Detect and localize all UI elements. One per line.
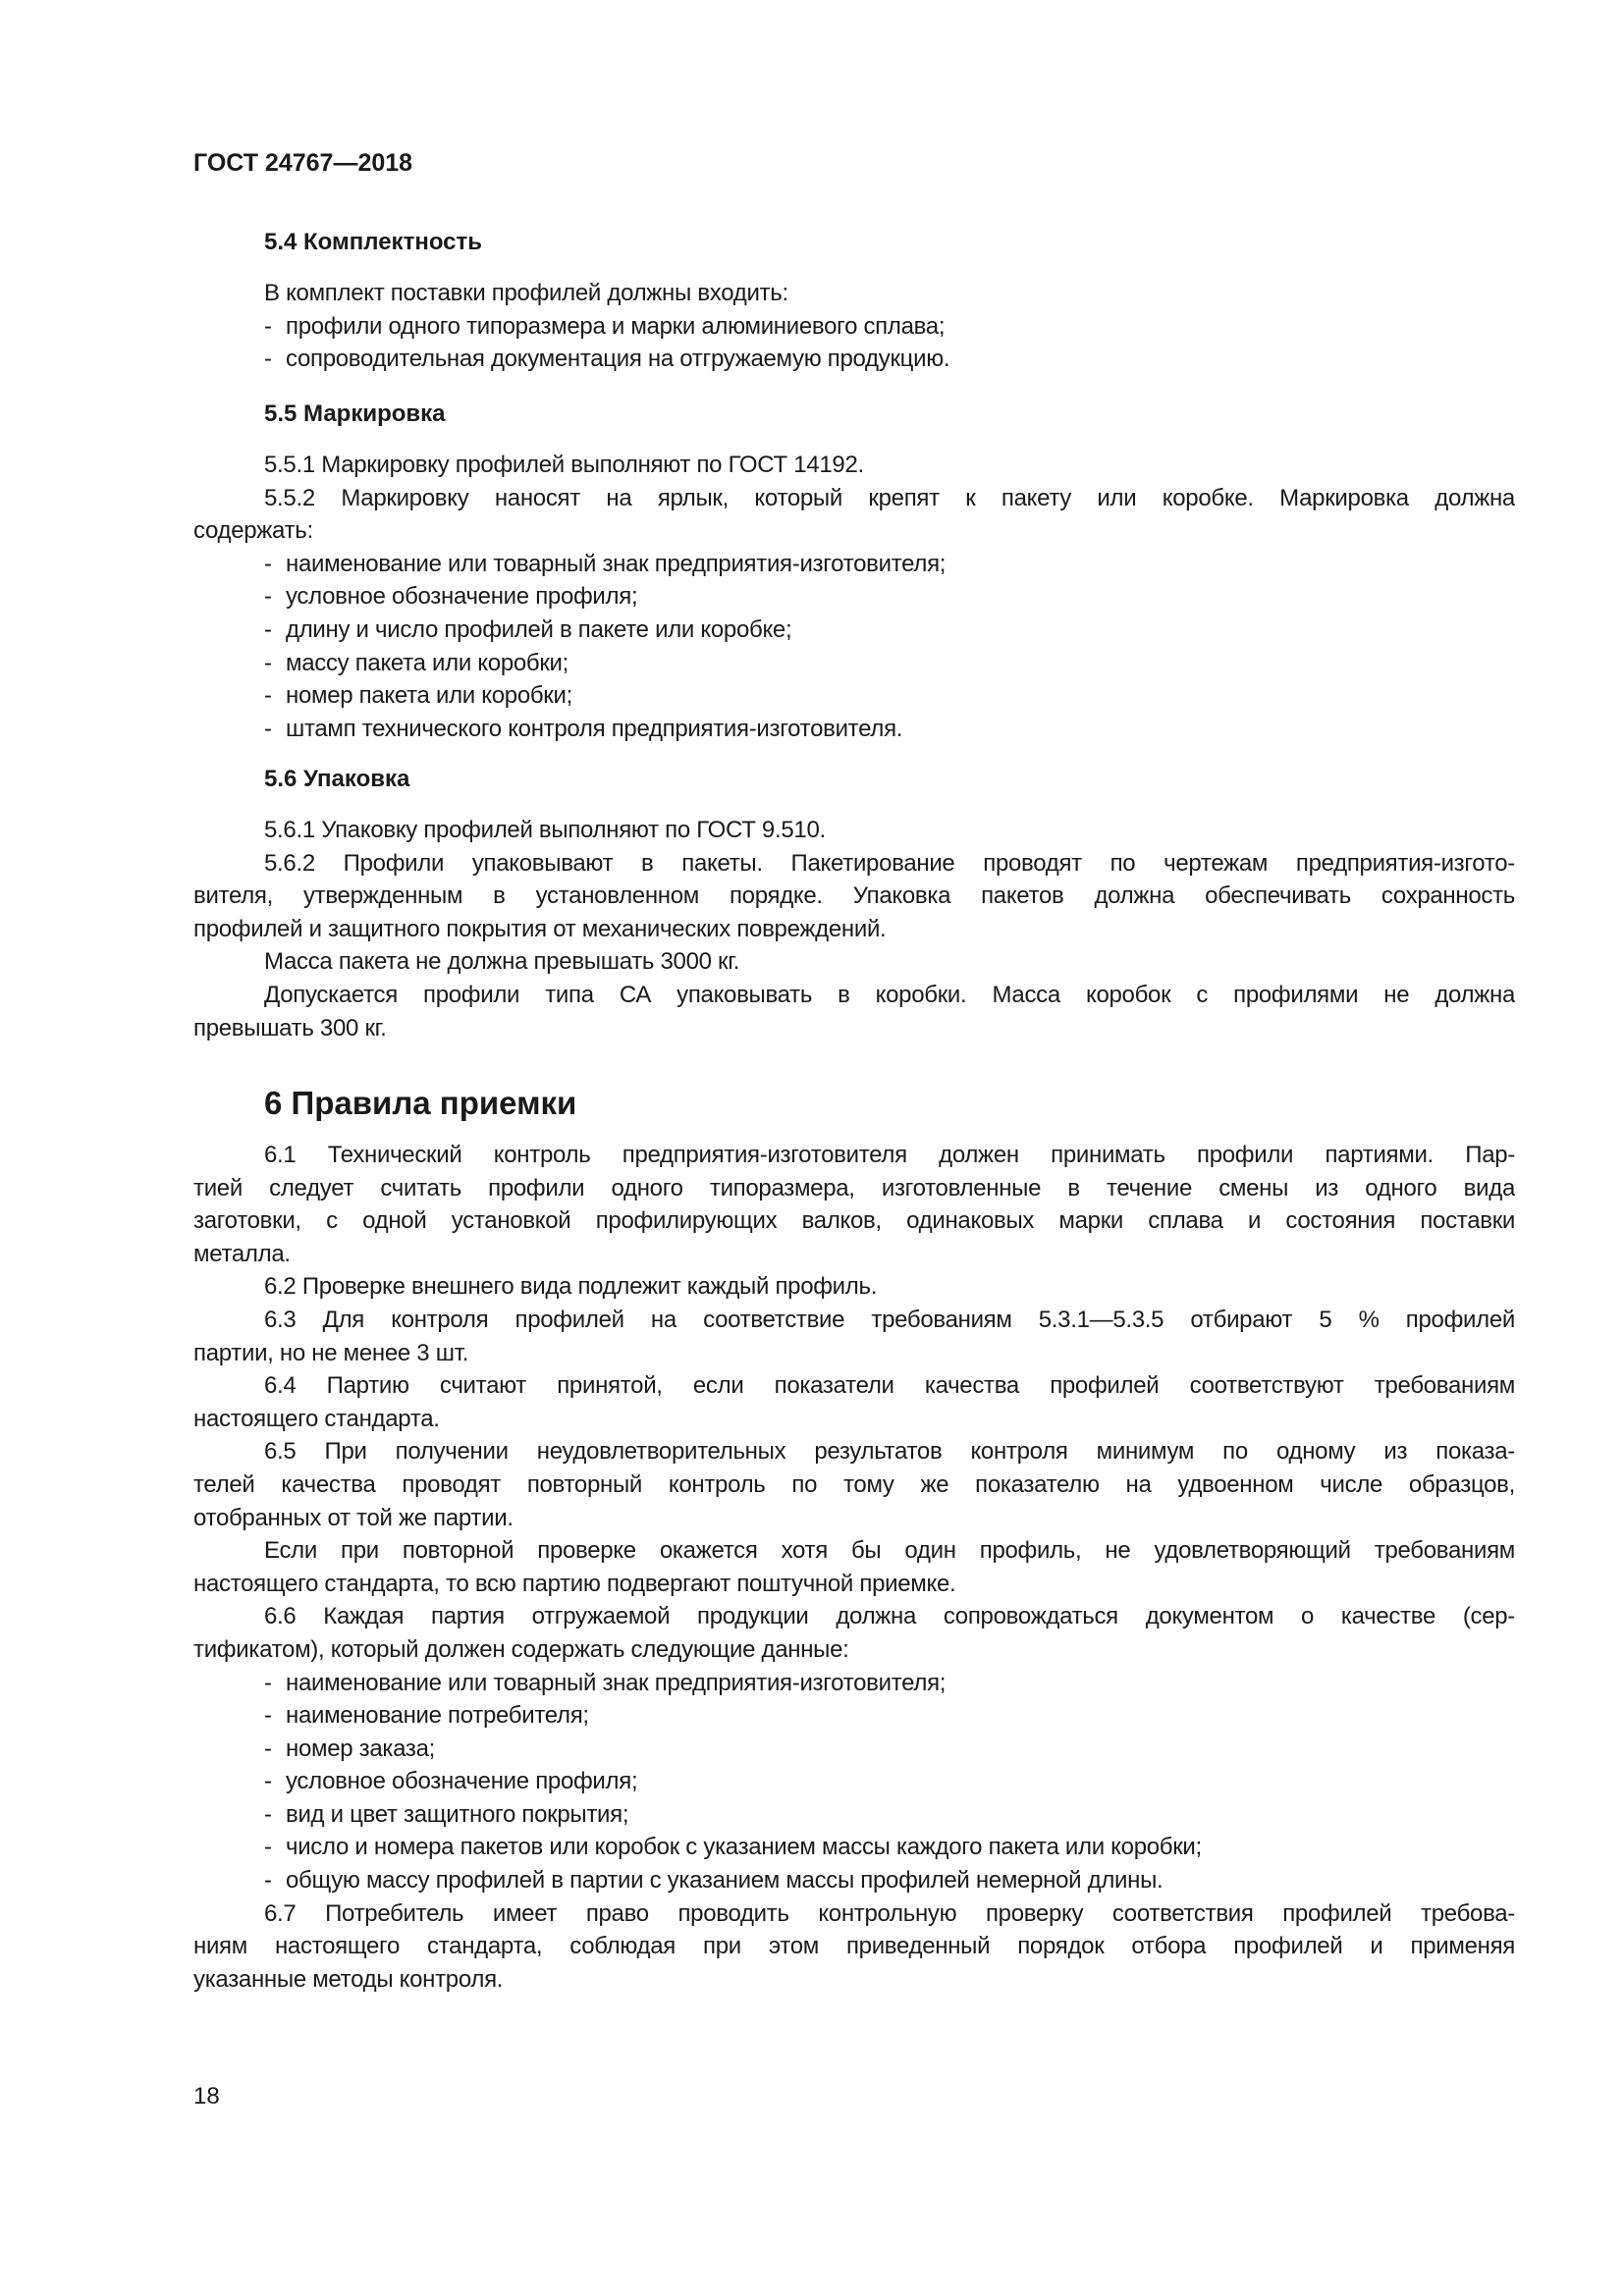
list-bullet-dash: - bbox=[264, 346, 272, 373]
list-bullet-dash: - bbox=[264, 682, 272, 710]
section-heading: 5.6 Упаковка bbox=[264, 766, 410, 792]
list-bullet-dash: - bbox=[264, 1867, 272, 1895]
paragraph-line: металла. bbox=[193, 1240, 291, 1267]
paragraph-line: 6.7 Потребитель имеет право проводить контрольную проверку соответствия профилей требова- bbox=[264, 1899, 1515, 1927]
list-item bbox=[193, 679, 1515, 713]
paragraph-line: указанные методы контроля. bbox=[193, 1965, 504, 1993]
list-bullet-dash: - bbox=[264, 312, 272, 340]
paragraph-line: профилей и защитного покрытия от механических повреждений. bbox=[193, 915, 887, 942]
paragraph-line: Допускается профили типа СА упаковывать в коробки. Масса коробок с профилями не должна bbox=[264, 981, 1515, 1008]
list-item bbox=[193, 647, 1515, 680]
list-bullet-dash: - bbox=[264, 1834, 272, 1861]
section-sec-55 bbox=[193, 398, 1515, 745]
paragraph-line: отобранных от той же партии. bbox=[193, 1504, 514, 1531]
list-bullet-dash: - bbox=[264, 1800, 272, 1828]
list-item bbox=[193, 548, 1515, 581]
paragraph-line: 6.5 При получении неудовлетворительных результатов контроля минимум по одному из показа- bbox=[264, 1438, 1515, 1466]
list-item-text: наименование потребителя; bbox=[286, 1702, 589, 1730]
list-item bbox=[193, 1699, 1515, 1733]
section-sec-6 bbox=[193, 1080, 1515, 1996]
list-item-text: длину и число профилей в пакете или коробке; bbox=[286, 615, 792, 643]
paragraph-line: 6.1 Технический контроль предприятия-изготовителя должен принимать профили партиями. Пар- bbox=[264, 1142, 1515, 1168]
paragraph-line: телей качества проводят повторный контроль по тому же показателю на удвоенном числе образцов, bbox=[193, 1470, 1515, 1498]
paragraph-line: настоящего стандарта. bbox=[193, 1405, 440, 1432]
paragraph-line: 6.2 Проверке внешнего вида подлежит каждый профиль. bbox=[264, 1273, 878, 1301]
list-bullet-dash: - bbox=[264, 1669, 272, 1696]
paragraph-line: 6.6 Каждая партия отгружаемой продукции должна сопровождаться документом о качестве (сер- bbox=[264, 1603, 1515, 1630]
list-item-text: общую массу профилей в партии с указанием массы профилей немерной длины. bbox=[286, 1867, 1164, 1895]
list-item-text: число и номера пакетов или коробок с указанием массы каждого пакета или коробки; bbox=[286, 1834, 1202, 1861]
paragraph-line: Если при повторной проверке окажется хотя бы один профиль, не удовлетворяющий требованиям bbox=[264, 1537, 1515, 1565]
list-item-text: сопроводительная документация на отгружаемую продукцию. bbox=[286, 346, 950, 373]
list-item-text: штамп технического контроля предприятия-изготовителя. bbox=[286, 715, 903, 742]
section-heading: 6 Правила приемки bbox=[264, 1085, 577, 1121]
list-item bbox=[193, 1733, 1515, 1766]
paragraph-line: тификатом), который должен содержать следующие данные: bbox=[193, 1635, 849, 1663]
list-item bbox=[193, 1765, 1515, 1798]
list-bullet-dash: - bbox=[264, 615, 272, 643]
list-item bbox=[193, 1831, 1515, 1864]
list-item bbox=[193, 1798, 1515, 1832]
section-heading: 5.5 Маркировка bbox=[264, 400, 446, 427]
list-bullet-dash: - bbox=[264, 1768, 272, 1795]
paragraph-line: Масса пакета не должна превышать 3000 кг. bbox=[264, 948, 740, 976]
list-item bbox=[193, 1864, 1515, 1897]
list-item bbox=[193, 343, 1515, 376]
paragraph-line: 6.4 Партию считают принятой, если показатели качества профилей соответствуют требованиям bbox=[264, 1372, 1515, 1400]
list-item bbox=[193, 713, 1515, 746]
list-item-text: наименование или товарный знак предприятия-изготовителя; bbox=[286, 1669, 947, 1696]
paragraph-line: В комплект поставки профилей должны входить: bbox=[264, 280, 788, 306]
list-item-text: массу пакета или коробки; bbox=[286, 649, 569, 676]
list-bullet-dash: - bbox=[264, 1702, 272, 1730]
list-bullet-dash: - bbox=[264, 550, 272, 577]
paragraph-line: ниям настоящего стандарта, соблюдая при этом приведенный порядок отбора профилей и применяя bbox=[193, 1933, 1515, 1960]
paragraph-line: вителя, утвержденным в установленном порядке. Упаковка пакетов должна обеспечивать сохранность bbox=[193, 882, 1515, 910]
paragraph-line: настоящего стандарта, то всю партию подвергают поштучной приемке. bbox=[193, 1570, 956, 1597]
page-number: 18 bbox=[193, 2083, 220, 2109]
section-sec-54 bbox=[193, 226, 1515, 376]
paragraph-line: заготовки, с одной установкой профилирующих валков, одинаковых марки сплава и состояния поставки bbox=[193, 1207, 1515, 1235]
section-heading: 5.4 Комплектность bbox=[264, 229, 483, 255]
list-bullet-dash: - bbox=[264, 1735, 272, 1762]
list-item-text: условное обозначение профиля; bbox=[286, 583, 638, 611]
paragraph-line: 5.6.2 Профили упаковывают в пакеты. Пакетирование проводят по чертежам предприятия-изгото- bbox=[264, 849, 1515, 877]
list-item-text: наименование или товарный знак предприятия-изготовителя; bbox=[286, 550, 947, 577]
list-item-text: профили одного типоразмера и марки алюминиевого сплава; bbox=[286, 312, 946, 340]
paragraph-line: 5.6.1 Упаковку профилей выполняют по ГОСТ 9.510. bbox=[264, 817, 826, 843]
paragraph-line: 5.5.1 Маркировку профилей выполняют по ГОСТ 14192. bbox=[264, 452, 864, 478]
paragraph-line: партии, но не менее 3 шт. bbox=[193, 1339, 469, 1366]
list-item-text: вид и цвет защитного покрытия; bbox=[286, 1800, 629, 1828]
paragraph-line: 5.5.2 Маркировку наносят на ярлык, который крепят к пакету или коробке. Маркировка должна bbox=[264, 484, 1515, 511]
paragraph-line: 6.3 Для контроля профилей на соответствие требованиям 5.3.1—5.3.5 отбирают 5 % профилей bbox=[264, 1306, 1515, 1333]
list-item bbox=[193, 1667, 1515, 1700]
list-bullet-dash: - bbox=[264, 649, 272, 676]
list-bullet-dash: - bbox=[264, 715, 272, 742]
section-sec-56 bbox=[193, 763, 1515, 1044]
document-code-header: ГОСТ 24767—2018 bbox=[193, 149, 413, 177]
list-item-text: условное обозначение профиля; bbox=[286, 1768, 638, 1795]
list-item bbox=[193, 310, 1515, 344]
list-bullet-dash: - bbox=[264, 583, 272, 611]
list-item-text: номер заказа; bbox=[286, 1735, 436, 1762]
list-item-text: номер пакета или коробки; bbox=[286, 682, 572, 710]
paragraph-line: тией следует считать профили одного типоразмера, изготовленные в течение смены из одного вида bbox=[193, 1174, 1515, 1201]
list-item bbox=[193, 614, 1515, 647]
paragraph-line: содержать: bbox=[193, 517, 313, 545]
list-item bbox=[193, 580, 1515, 614]
paragraph-line: превышать 300 кг. bbox=[193, 1014, 387, 1041]
